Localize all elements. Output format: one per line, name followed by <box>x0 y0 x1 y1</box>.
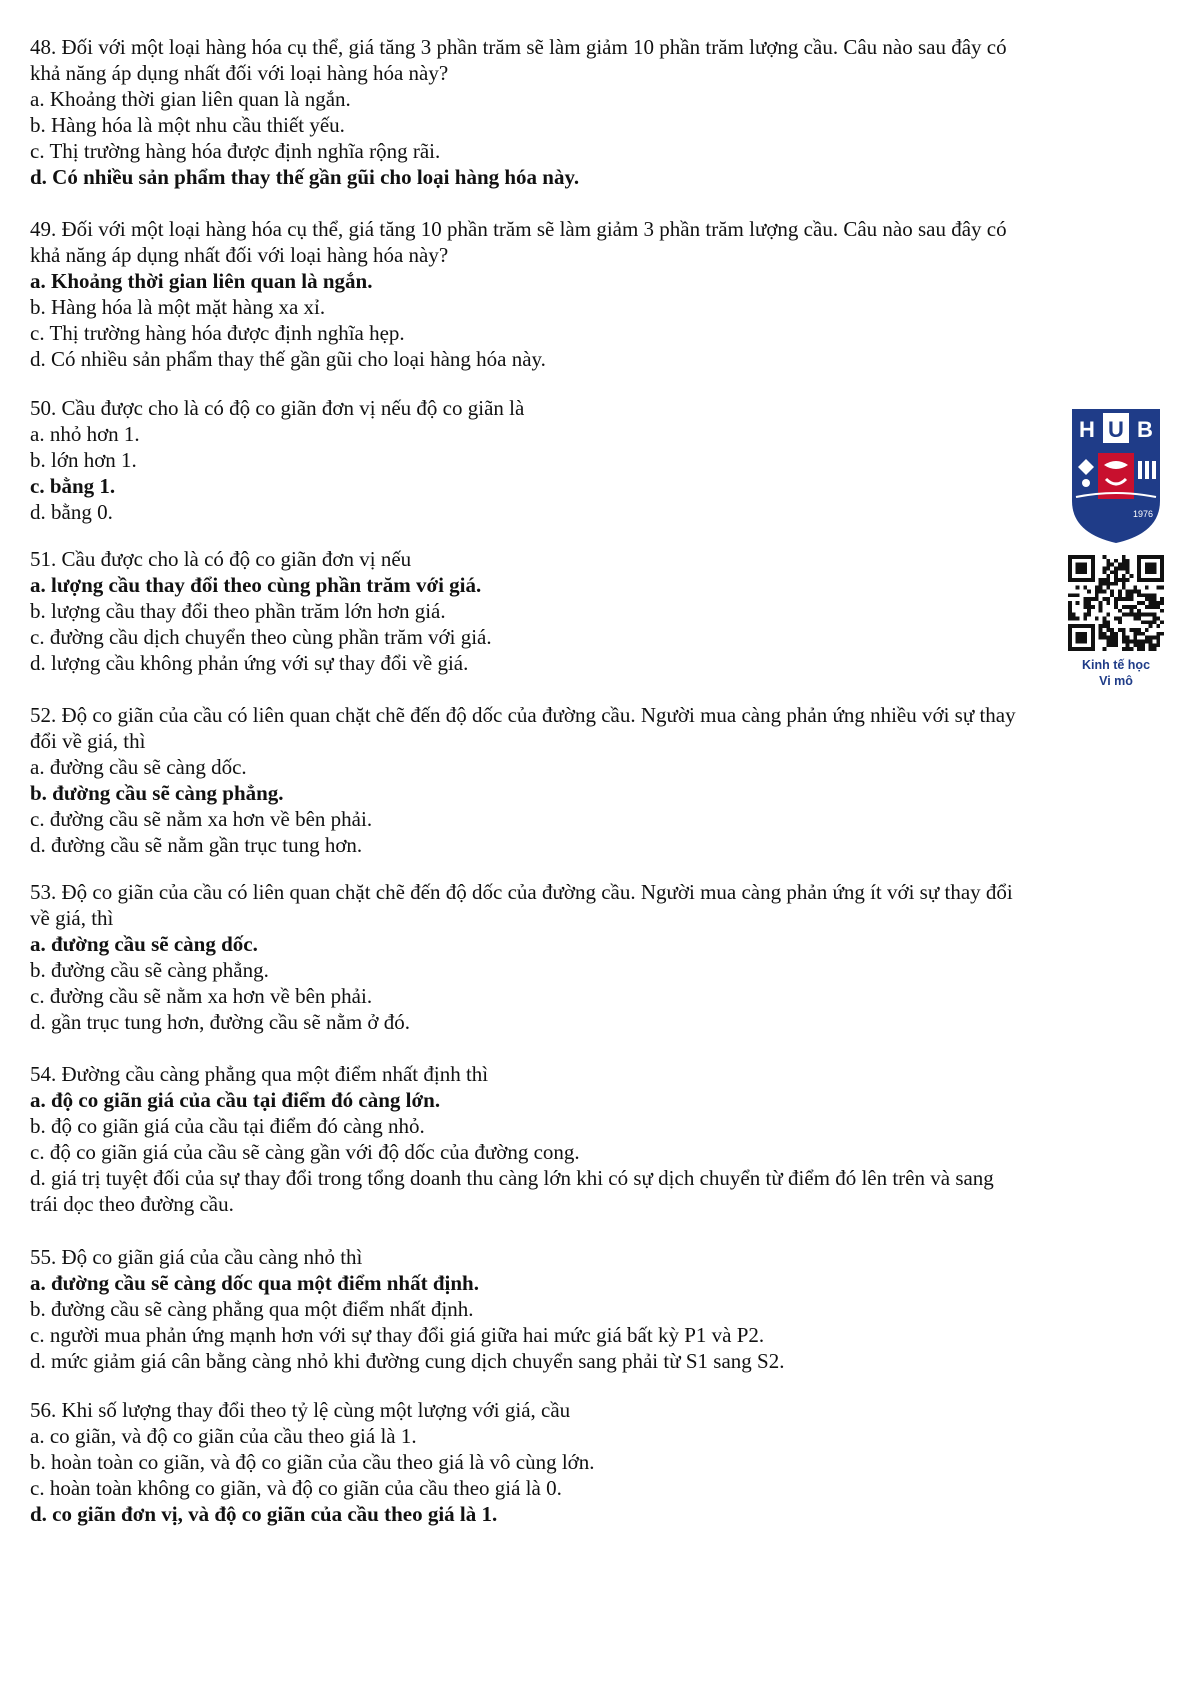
answer-line: c. Thị trường hàng hóa được định nghĩa hẹp. <box>30 320 405 345</box>
answer-line-correct: d. co giãn đơn vị, và độ co giãn của cầu theo giá là 1. <box>30 1501 498 1526</box>
answer-line: b. Hàng hóa là một mặt hàng xa xỉ. <box>30 294 326 319</box>
answer-line: c. đường cầu sẽ nằm xa hơn về bên phải. <box>30 806 373 831</box>
answer-line: a. đường cầu sẽ càng dốc. <box>30 754 247 779</box>
answer-line-correct: a. Khoảng thời gian liên quan là ngắn. <box>30 268 373 293</box>
answer-line: c. Thị trường hàng hóa được định nghĩa rộng rãi. <box>30 138 441 163</box>
question-stem-line: 55. Độ co giãn giá của cầu càng nhỏ thì <box>30 1245 363 1269</box>
answer-line: a. Khoảng thời gian liên quan là ngắn. <box>30 86 351 111</box>
answer-line: b. độ co giãn giá của cầu tại điểm đó càng nhỏ. <box>30 1113 425 1138</box>
question-stem-line: 53. Độ co giãn của cầu có liên quan chặt chẽ đến độ dốc của đường cầu. Người mua càng phản ứng ít với sự thay đổi <box>30 880 1013 904</box>
answer-line: a. co giãn, và độ co giãn của cầu theo giá là 1. <box>30 1423 417 1448</box>
answer-line: d. bằng 0. <box>30 499 113 524</box>
answer-line: c. độ co giãn giá của cầu sẽ càng gần với độ dốc của đường cong. <box>30 1139 580 1164</box>
answer-line: b. đường cầu sẽ càng phẳng qua một điểm nhất định. <box>30 1296 474 1321</box>
question-stem-line: 56. Khi số lượng thay đổi theo tỷ lệ cùng một lượng với giá, cầu <box>30 1398 571 1422</box>
answer-line: a. nhỏ hơn 1. <box>30 421 140 446</box>
answer-line: d. gần trục tung hơn, đường cầu sẽ nằm ở đó. <box>30 1009 411 1034</box>
question-stem-line: 50. Cầu được cho là có độ co giãn đơn vị nếu độ co giãn là <box>30 396 525 420</box>
answer-line: khả năng áp dụng nhất đối với loại hàng hóa này? <box>30 60 449 85</box>
question-stem-line: 49. Đối với một loại hàng hóa cụ thể, giá tăng 10 phần trăm sẽ làm giảm 3 phần trăm lượng cầu. Câu nào sau đây có <box>30 217 1007 241</box>
answer-line: khả năng áp dụng nhất đối với loại hàng hóa này? <box>30 242 449 267</box>
answer-line: b. đường cầu sẽ càng phẳng. <box>30 957 269 982</box>
hub-logo <box>1068 405 1164 545</box>
answer-line: trái dọc theo đường cầu. <box>30 1191 234 1216</box>
logo-letter-u: U <box>1108 417 1124 442</box>
answer-line: c. hoàn toàn không co giãn, và độ co giãn của cầu theo giá là 0. <box>30 1475 562 1500</box>
answer-line: d. mức giảm giá cân bằng càng nhỏ khi đường cung dịch chuyển sang phải từ S1 sang S2. <box>30 1348 785 1373</box>
logo-letter-b: B <box>1137 417 1153 442</box>
answer-line-correct: a. đường cầu sẽ càng dốc. <box>30 931 258 956</box>
question-stem-line: 54. Đường cầu càng phẳng qua một điểm nhất định thì <box>30 1062 489 1086</box>
answer-line: đổi về giá, thì <box>30 728 146 753</box>
qr-code <box>1068 555 1164 651</box>
logo-year: 1976 <box>1132 509 1154 519</box>
side-caption-subtitle: Vi mô <box>1099 674 1133 688</box>
answer-line: c. đường cầu sẽ nằm xa hơn về bên phải. <box>30 983 373 1008</box>
answer-line: về giá, thì <box>30 905 114 930</box>
answer-line-correct: a. lượng cầu thay đổi theo cùng phần trăm với giá. <box>30 572 482 597</box>
answer-line-correct: a. độ co giãn giá của cầu tại điểm đó càng lớn. <box>30 1087 441 1112</box>
answer-line: d. đường cầu sẽ nằm gần trục tung hơn. <box>30 832 363 857</box>
answer-line-correct: c. bằng 1. <box>30 473 116 498</box>
answer-line: d. lượng cầu không phản ứng với sự thay đổi về giá. <box>30 650 469 675</box>
answer-line-correct: b. đường cầu sẽ càng phẳng. <box>30 780 284 805</box>
side-panel <box>1060 405 1172 690</box>
question-stem-line: 51. Cầu được cho là có độ co giãn đơn vị nếu <box>30 547 412 571</box>
answer-line: b. hoàn toàn co giãn, và độ co giãn của cầu theo giá là vô cùng lớn. <box>30 1449 595 1474</box>
answer-line: c. người mua phản ứng mạnh hơn với sự thay đổi giá giữa hai mức giá bất kỳ P1 và P2. <box>30 1322 765 1347</box>
question-stem-line: 48. Đối với một loại hàng hóa cụ thể, giá tăng 3 phần trăm sẽ làm giảm 10 phần trăm lượng cầu. Câu nào sau đây có <box>30 35 1007 59</box>
answer-line: d. Có nhiều sản phẩm thay thế gần gũi cho loại hàng hóa này. <box>30 346 546 371</box>
question-stem-line: 52. Độ co giãn của cầu có liên quan chặt chẽ đến độ dốc của đường cầu. Người mua càng phản ứng nhiều với sự thay <box>30 703 1016 727</box>
answer-line: b. lớn hơn 1. <box>30 447 137 472</box>
side-caption-title: Kinh tế học <box>1081 658 1151 672</box>
answer-line: d. giá trị tuyệt đối của sự thay đổi trong tổng doanh thu càng lớn khi có sự dịch chuyển từ điểm đó lên trên và sang <box>30 1165 994 1190</box>
answer-line: b. lượng cầu thay đổi theo phần trăm lớn hơn giá. <box>30 598 446 623</box>
answer-line: b. Hàng hóa là một nhu cầu thiết yếu. <box>30 112 345 137</box>
answer-line-correct: d. Có nhiều sản phẩm thay thế gần gũi cho loại hàng hóa này. <box>30 164 580 189</box>
logo-letter-h: H <box>1079 417 1095 442</box>
answer-line-correct: a. đường cầu sẽ càng dốc qua một điểm nhất định. <box>30 1270 479 1295</box>
answer-line: c. đường cầu dịch chuyển theo cùng phần trăm với giá. <box>30 624 492 649</box>
